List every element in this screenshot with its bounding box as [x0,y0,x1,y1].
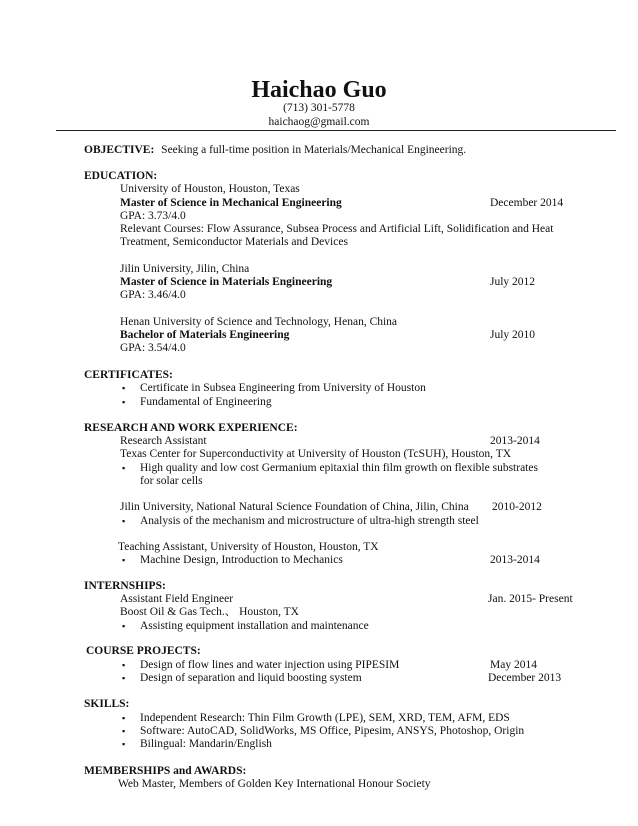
job-organization: Teaching Assistant, University of Houston, Houston, TX [118,541,379,553]
internship-date: Jan. 2015- Present [488,593,573,605]
bullet-icon: ▪ [122,660,126,670]
bullet-icon: ▪ [122,621,126,631]
edu-degree: Master of Science in Mechanical Engineering [120,197,342,209]
objective-label: OBJECTIVE: [84,144,155,156]
bullet-icon: ▪ [122,713,126,723]
project-date: December 2013 [488,672,562,684]
job-bullet-cont: for solar cells [140,475,203,487]
bullet-icon: ▪ [122,516,126,526]
objective-text: Seeking a full-time position in Materials/Mechanical Engineering. [161,144,467,156]
edu-date: July 2010 [490,329,536,341]
bullet-icon: ▪ [122,555,126,565]
internship-title: Assistant Field Engineer [120,593,234,605]
email-address: haichaog@gmail.com [268,116,370,128]
job-organization: Texas Center for Superconductivity at University of Houston (TcSUH), Houston, TX [120,448,512,460]
project-item: Design of separation and liquid boosting system [140,672,362,684]
skill-item: Software: AutoCAD, SolidWorks, MS Office, Pipesim, ANSYS, Photoshop, Origin [140,725,525,737]
skill-item: Bilingual: Mandarin/English [140,738,272,750]
edu-date: December 2014 [490,197,564,209]
bullet-icon: ▪ [122,463,126,473]
memberships-text: Web Master, Members of Golden Key International Honour Society [118,778,431,790]
job-date: 2013-2014 [490,435,540,447]
job-date: 2010-2012 [492,501,542,513]
edu-courses: Relevant Courses: Flow Assurance, Subsea Process and Artificial Lift, Solidification and Heat [120,223,554,235]
bullet-icon: ▪ [122,673,126,683]
memberships-heading: MEMBERSHIPS and AWARDS: [84,765,247,777]
project-date: May 2014 [490,659,537,671]
skill-item: Independent Research: Thin Film Growth (LPE), SEM, XRD, TEM, AFM, EDS [140,712,510,724]
phone-number: (713) 301-5778 [283,102,355,114]
edu-school: University of Houston, Houston, Texas [120,183,300,195]
edu-date: July 2012 [490,276,536,288]
internship-company: Boost Oil & Gas Tech.、 Houston, TX [120,606,299,618]
edu-gpa: GPA: 3.54/4.0 [120,342,186,354]
edu-gpa: GPA: 3.73/4.0 [120,210,186,222]
certificate-item: Fundamental of Engineering [140,396,272,408]
bullet-icon: ▪ [122,726,126,736]
research-heading: RESEARCH AND WORK EXPERIENCE: [84,422,298,434]
job-bullet: Machine Design, Introduction to Mechanics [140,554,343,566]
edu-gpa: GPA: 3.46/4.0 [120,289,186,301]
edu-degree: Master of Science in Materials Engineering [120,276,333,288]
bullet-icon: ▪ [122,397,126,407]
projects-heading: COURSE PROJECTS: [86,645,201,657]
job-bullet: Analysis of the mechanism and microstructure of ultra-high strength steel [140,515,479,527]
bullet-icon: ▪ [122,383,126,393]
edu-courses-cont: Treatment, Semiconductor Materials and Devices [120,236,348,248]
certificates-heading: CERTIFICATES: [84,369,173,381]
project-item: Design of flow lines and water injection using PIPESIM [140,659,400,671]
edu-degree: Bachelor of Materials Engineering [120,329,290,341]
internship-bullet: Assisting equipment installation and maintenance [140,620,369,632]
skills-heading: SKILLS: [84,698,130,710]
job-title: Research Assistant [120,435,207,447]
job-organization: Jilin University, National Natural Science Foundation of China, Jilin, China [120,501,469,513]
education-heading: EDUCATION: [84,170,158,182]
edu-school: Jilin University, Jilin, China [120,263,250,275]
candidate-name: Haichao Guo [251,77,387,103]
job-bullet: High quality and low cost Germanium epitaxial thin film growth on flexible substrates [140,462,538,474]
bullet-icon: ▪ [122,739,126,749]
objective-section [84,144,466,157]
job-date: 2013-2014 [490,554,540,566]
certificate-item: Certificate in Subsea Engineering from University of Houston [140,382,426,394]
edu-school: Henan University of Science and Technology, Henan, China [120,316,398,328]
header-divider [56,130,616,131]
internships-heading: INTERNSHIPS: [84,580,166,592]
